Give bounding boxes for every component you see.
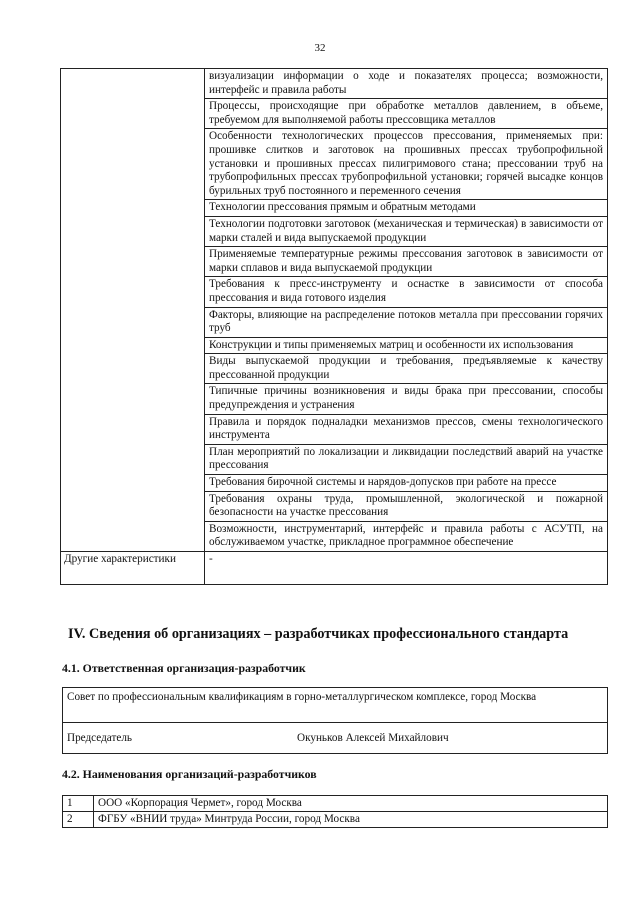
developer-number: 2 xyxy=(63,812,94,828)
table-cell: План мероприятий по локализации и ликвидации последствий аварий на участке прессования xyxy=(205,444,608,474)
table-cell: Применяемые температурные режимы прессования заготовок в зависимости от марки сплавов и вида выпускаемой продукции xyxy=(205,247,608,277)
responsible-org-heading: 4.1. Ответственная организация-разработчик xyxy=(62,661,306,675)
table-row xyxy=(61,69,608,99)
table-cell: Процессы, происходящие при обработке металлов давлением, в объеме, требуемом для выполняемой работы прессовщика металлов xyxy=(205,99,608,129)
responsible-org-name: Совет по профессиональным квалификациям в горно-металлургическом комплексе, город Москва xyxy=(63,688,608,723)
table-cell: Правила и порядок подналадки механизмов прессов, смены технологического инструмента xyxy=(205,414,608,444)
page-number: 32 xyxy=(314,42,326,54)
table-row xyxy=(63,723,608,754)
section-title: IV. Сведения об организациях – разработчиках профессионального стандарта xyxy=(68,626,569,642)
table-cell: Особенности технологических процессов прессования, применяемых при: прошивке слитков и заготовок на прошивных прессах трубопрофильной установки и прошивных прессах пилигримового стана; прессовании труб на трубопрофильных прессах трубопрофильной установки; горячей высадке концов бурильных труб постоянного и переменного сечения xyxy=(205,129,608,200)
table-cell: Возможности, инструментарий, интерфейс и правила работы с АСУТП, на обслуживаемом участке, прикладное программное обеспечение xyxy=(205,521,608,551)
table-row xyxy=(63,796,608,812)
developer-name: ФГБУ «ВНИИ труда» Минтруда России, город Москва xyxy=(94,812,608,828)
other-characteristics-label: Другие характеристики xyxy=(61,552,205,585)
table-row xyxy=(63,812,608,828)
table-cell: Конструкции и типы применяемых матриц и особенности их использования xyxy=(205,337,608,354)
knowledge-table xyxy=(60,68,608,585)
table-cell: Виды выпускаемой продукции и требования, предъявляемые к качеству прессованной продукции xyxy=(205,354,608,384)
chair-role: Председатель xyxy=(67,732,133,744)
table-cell: Факторы, влияющие на распределение потоков металла при прессовании горячих труб xyxy=(205,307,608,337)
developers-heading: 4.2. Наименования организаций-разработчиков xyxy=(62,767,317,781)
chair-cell xyxy=(63,723,608,754)
table-cell: Требования к пресс-инструменту и оснастке в зависимости от способа прессования и вида готового изделия xyxy=(205,277,608,307)
table-cell: Технологии прессования прямым и обратным методами xyxy=(205,200,608,217)
developers-table xyxy=(62,795,608,828)
other-characteristics-row xyxy=(61,552,608,585)
table-cell: Требования бирочной системы и нарядов-допусков при работе на прессе xyxy=(205,475,608,492)
table-left-cell xyxy=(61,69,205,552)
table-cell: Требования охраны труда, промышленной, экологической и пожарной безопасности на участке прессования xyxy=(205,491,608,521)
table-cell: визуализации информации о ходе и показателях процесса; возможности, интерфейс и правила работы xyxy=(205,69,608,99)
developer-number: 1 xyxy=(63,796,94,812)
other-characteristics-value: - xyxy=(205,552,608,585)
responsible-org-table xyxy=(62,687,608,754)
table-cell: Типичные причины возникновения и виды брака при прессовании, способы предупреждения и устранения xyxy=(205,384,608,414)
table-cell: Технологии подготовки заготовок (механическая и термическая) в зависимости от марки сталей и вида выпускаемой продукции xyxy=(205,216,608,246)
chair-name: Окуньков Алексей Михайлович xyxy=(297,732,449,744)
developer-name: ООО «Корпорация Чермет», город Москва xyxy=(94,796,608,812)
table-row xyxy=(63,688,608,723)
